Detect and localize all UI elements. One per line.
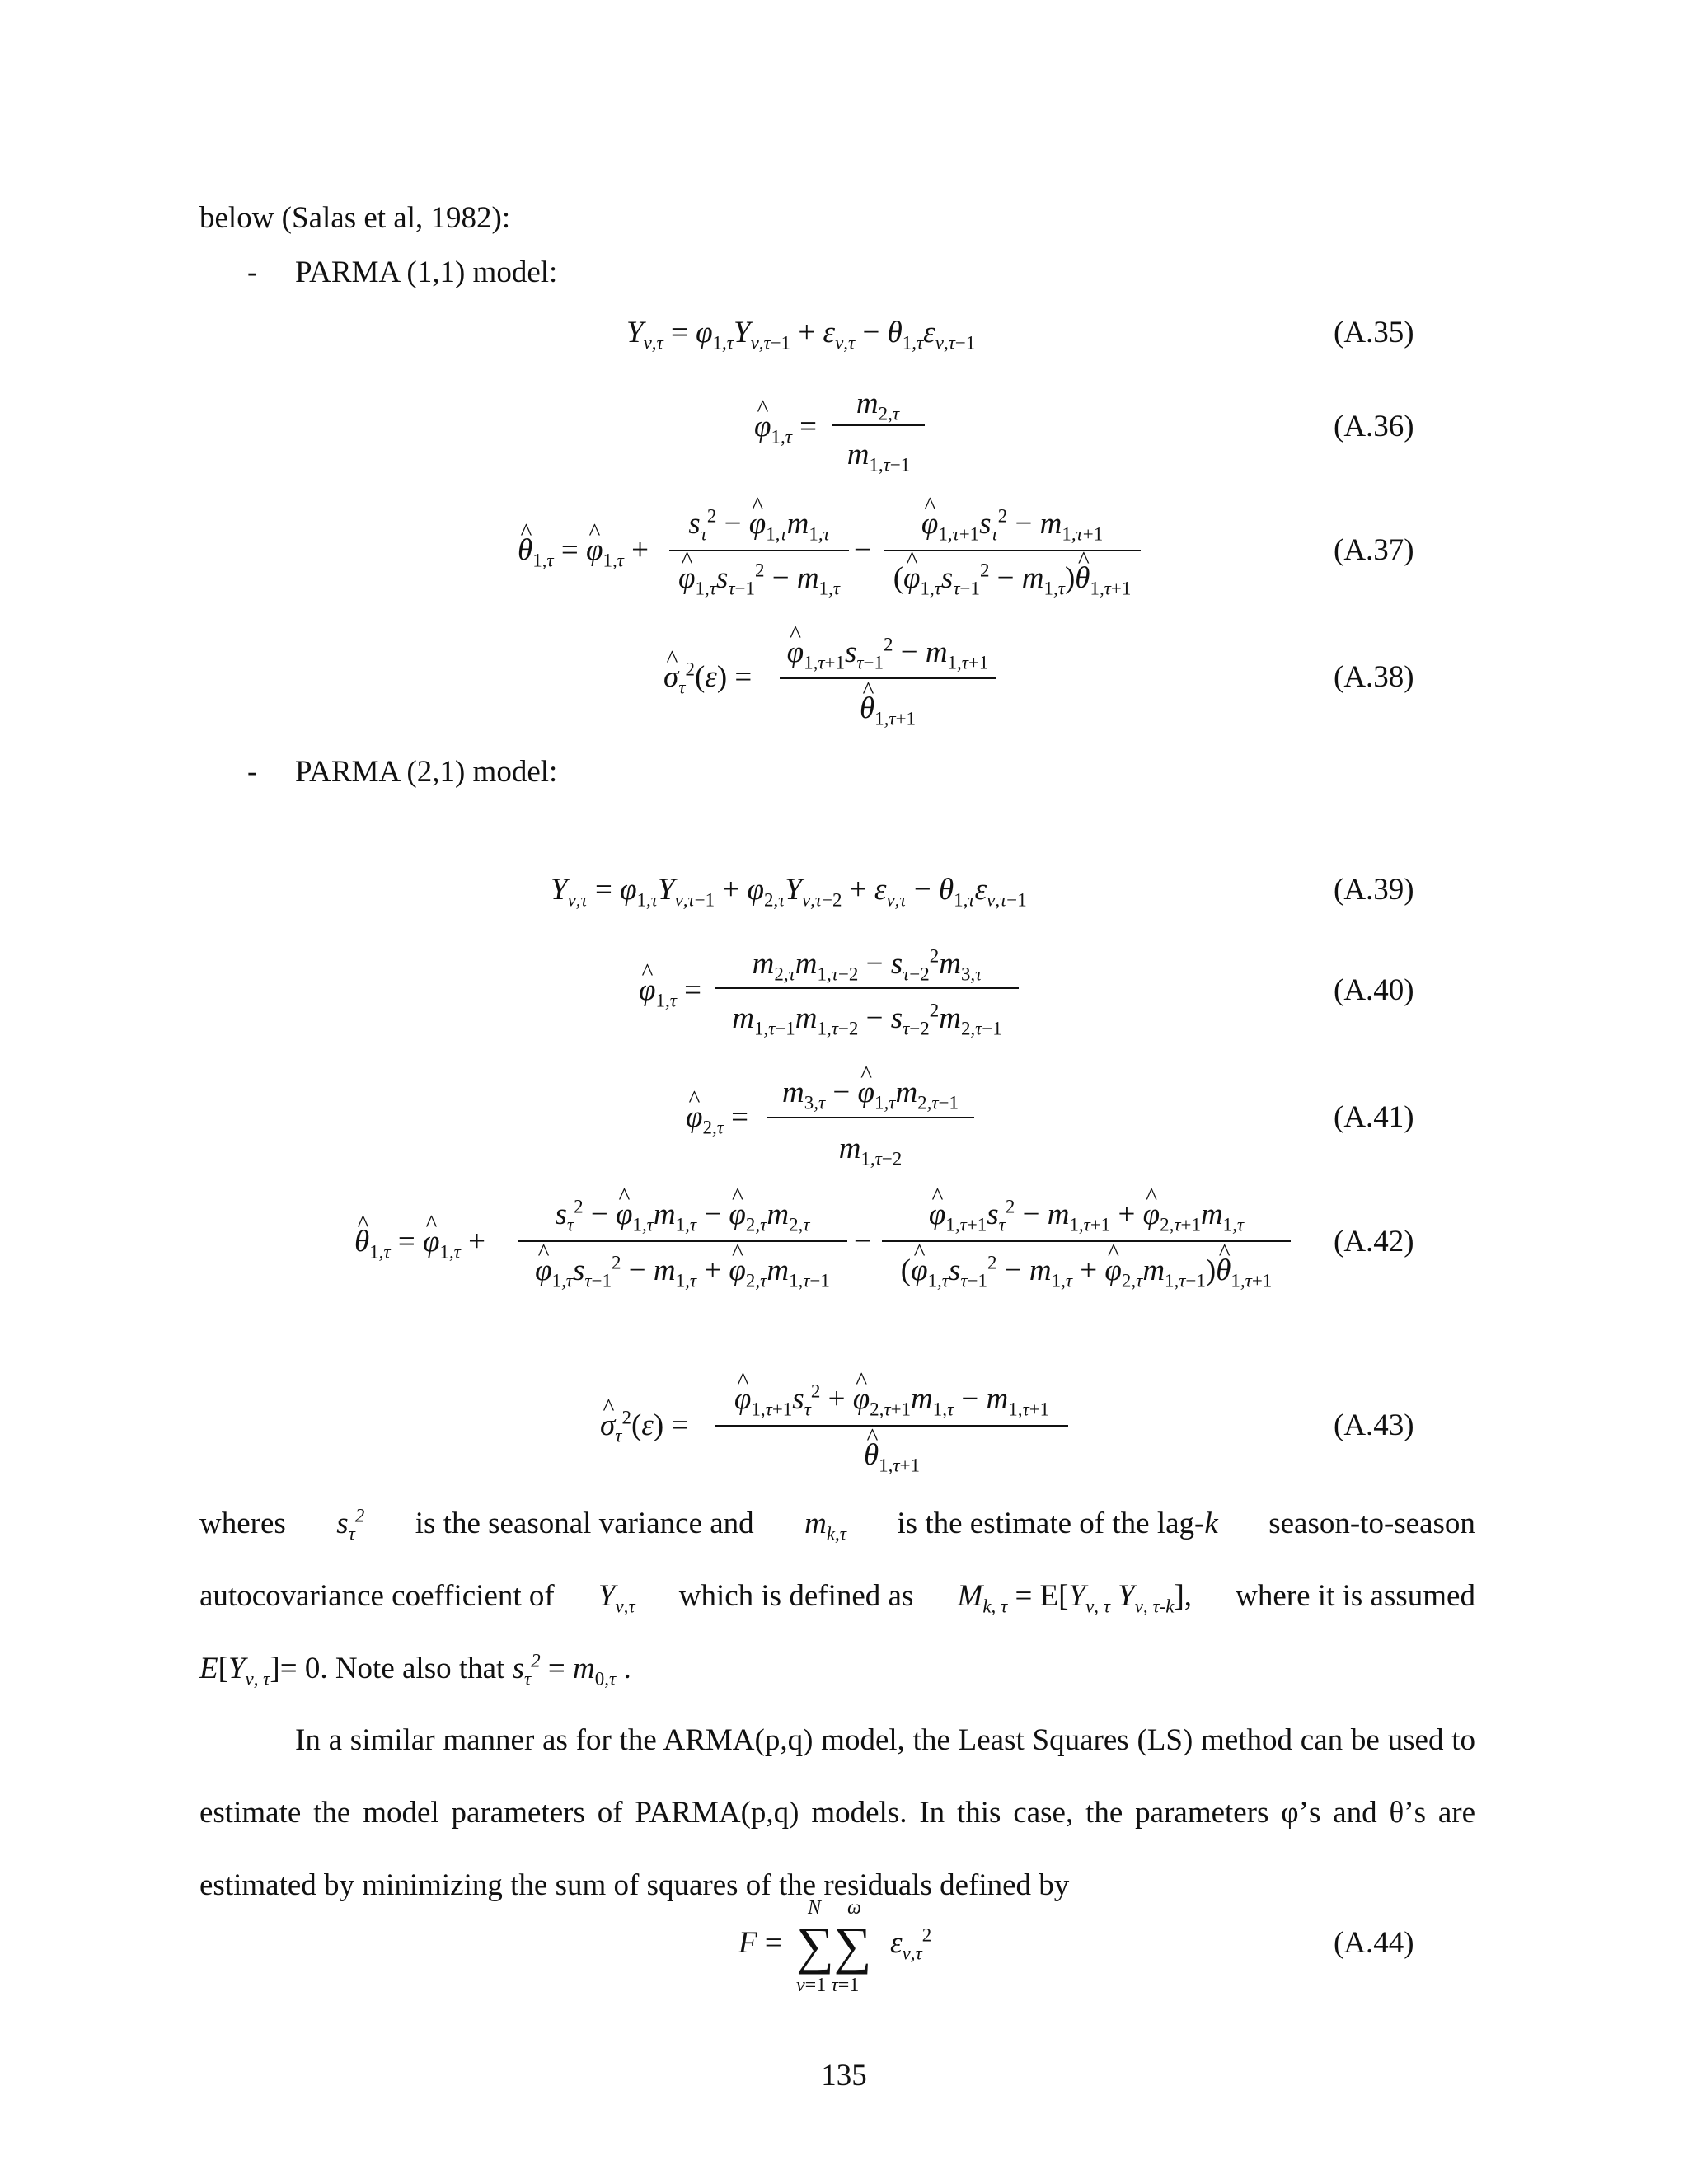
equation-label: (A.35): [1334, 316, 1414, 349]
equation-a41-lhs: ^ $\varphi_{2,\tau}$ =: [686, 1099, 748, 1135]
fraction-bar: [669, 550, 849, 551]
equation-a42-term2-numerator: ^ $\varphi_{1,\tau+1}s_\tau^2 - m_{1,\tau+1}$ + ^ $\varphi_{2,\tau+1}m_{1,\tau}$: [882, 1197, 1291, 1232]
model-heading-parma-1-1: PARMA (1,1) model:: [295, 255, 558, 289]
equation-a39: $Y_{\nu,\tau} = \varphi_{1,\tau}Y_{\nu,\tau-1} + \varphi_{2,\tau}Y_{\nu,\tau-2} + \varepsilon_{\nu,\tau} - \theta_{1,\tau}\varepsilon_{\nu,\tau-1}$: [551, 873, 1027, 911]
bullet-dash: -: [247, 255, 258, 289]
equation-label: (A.40): [1334, 973, 1414, 1007]
equation-a43-numerator: ^ $\varphi_{1,\tau+1}s_\tau^2$ + ^ $\varphi_{2,\tau+1}m_{1,\tau} - m_{1,\tau+1}$: [715, 1381, 1068, 1417]
text: k: [1204, 1507, 1218, 1540]
equation-a43-lhs: ^ $\sigma_\tau^2(\varepsilon)$ =: [600, 1408, 688, 1443]
equation-label: (A.39): [1334, 873, 1414, 907]
inline-math-m-k-tau: $m_{k,\tau}$: [804, 1507, 846, 1544]
minus-sign: −: [854, 533, 871, 567]
equation-label: (A.36): [1334, 410, 1414, 443]
paragraph-ls-method: In a similar manner as for the ARMA(p,q) model, the Least Squares (LS) method can be used to estimate the model parameters of PARMA(p,q) models. In this case, the parameters φ’s and θ’s are estimated by minimizing the sum of squares of the residuals defined by: [199, 1723, 1475, 1902]
fraction-bar: [715, 987, 1019, 989]
text: is the estimate of the lag-: [897, 1507, 1205, 1540]
equation-a40-lhs: ^ $\varphi_{1,\tau}$ =: [639, 972, 701, 1008]
page-number: 135: [821, 2059, 867, 2093]
paragraph-line-1: [199, 1505, 1475, 1544]
text: is the seasonal variance and: [415, 1507, 754, 1540]
fraction-bar: [832, 424, 925, 426]
equation-label: (A.37): [1334, 533, 1414, 567]
inline-math-m-definition: $M_{k, \tau} = E[Y_{\nu, \tau}$ $Y_{\nu, \tau-k}$],: [957, 1579, 1193, 1617]
text: where it is assumed: [1236, 1579, 1475, 1613]
inline-math-s-equals-m0: $s_\tau^2 = m_{0,\tau}$: [512, 1650, 617, 1690]
inline-math-y-nu-tau: $Y_{\nu,\tau}$: [598, 1579, 635, 1617]
equation-a44-double-sum: N ω ∑∑ ν=1 τ=1 $\varepsilon_{\nu,\tau}^2$: [796, 1897, 932, 1996]
equation-a40-numerator: $m_{2,\tau}m_{1,\tau-2} - s_{\tau-2}^2m_{3,\tau}$: [752, 945, 982, 985]
equation-a38-numerator: ^ $\varphi_{1,\tau+1}s_{\tau-1}^2 - m_{1,\tau+1}$: [780, 635, 996, 670]
equation-a42-term1-numerator: $s_\tau^2$ − ^ $\varphi_{1,\tau}m_{1,\tau}$ − ^ $\varphi_{2,\tau}m_{2,\tau}$: [518, 1197, 847, 1232]
fraction-bar: [780, 677, 996, 679]
inline-math-expectation: $E[Y_{\nu, \tau}]$: [199, 1652, 280, 1690]
text: autocovariance coefficient of: [199, 1579, 555, 1613]
text: = 0. Note also that: [279, 1652, 505, 1685]
intro-text: below (Salas et al, 1982):: [199, 201, 511, 235]
equation-a38-lhs: ^ $\sigma_\tau^2(\varepsilon)$ =: [663, 659, 752, 695]
equation-a37-term1-numerator: $s_\tau^2$ − ^ $\varphi_{1,\tau}m_{1,\tau}$: [669, 506, 849, 541]
equation-a37-lhs: ^ $\theta_{1,\tau}$ = ^ $\varphi_{1,\tau}$ +: [518, 532, 649, 568]
equation-a35: $Y_{\nu,\tau} = \varphi_{1,\tau}Y_{\nu,\tau-1} + \varepsilon_{\nu,\tau} - \theta_{1,\tau}\varepsilon_{\nu,\tau-1}$: [626, 316, 976, 354]
equation-a44-lhs: F =: [738, 1926, 782, 1960]
bullet-dash: -: [247, 755, 258, 789]
equation-label: (A.41): [1334, 1100, 1414, 1134]
text: which is defined as: [678, 1579, 914, 1613]
equation-a37-term1-denominator: ^ $\varphi_{1,\tau}s_{\tau-1}^2 - m_{1,\tau}$: [669, 560, 849, 596]
minus-sign: −: [854, 1225, 871, 1258]
equation-a41-denominator: $m_{1,\tau-2}$: [838, 1132, 903, 1169]
paragraph-line-3: $E[Y_{\nu, \tau}]= 0$. Note also that $s_\tau^2 = m_{0,\tau}$ .: [199, 1650, 631, 1690]
paragraph-line-2: [199, 1579, 1475, 1617]
equation-a36-denominator: $m_{1,\tau-1}$: [846, 438, 911, 476]
equation-a37-term2-denominator: (^ $\varphi_{1,\tau}s_{\tau-1}^2$ − $m_{1,\tau})\^{}$ $\theta_{1,\tau+1}$: [884, 560, 1141, 596]
fraction-bar: [767, 1117, 974, 1118]
equation-label: (A.42): [1334, 1225, 1414, 1258]
text: [897, 1508, 1217, 1539]
fraction-bar: [518, 1240, 847, 1242]
fraction-bar: [884, 550, 1141, 551]
equation-label: (A.38): [1334, 660, 1414, 694]
equation-a41-numerator: $m_{3,\tau}$ − ^ $\varphi_{1,\tau}m_{2,\tau-1}$: [767, 1075, 974, 1110]
equation-a40-denominator: $m_{1,\tau-1}m_{1,\tau-2} - s_{\tau-2}^2m_{2,\tau-1}$: [732, 1000, 1002, 1039]
equation-a43-denominator: ^ $\theta_{1,\tau+1}$: [715, 1437, 1068, 1473]
equation-label: (A.44): [1334, 1926, 1414, 1960]
equation-a42-lhs: ^ $\theta_{1,\tau}$ = ^ $\varphi_{1,\tau}$ +: [354, 1224, 485, 1259]
equation-a42-term2-denominator: (^ $\varphi_{1,\tau}s_{\tau-1}^2 - m_{1,\tau}$ + ^ $\varphi_{2,\tau}m_{1,\tau-1})\^{}$ $\theta_{1,\tau+1}$: [882, 1253, 1291, 1288]
model-heading-parma-2-1: PARMA (2,1) model:: [295, 755, 558, 789]
equation-a36-lhs: ^ $\varphi_{1,\tau}$ =: [754, 409, 817, 444]
fraction-bar: [715, 1425, 1068, 1427]
text: season-to-season: [1268, 1507, 1475, 1540]
equation-a37-term2-numerator: ^ $\varphi_{1,\tau+1}s_\tau^2 - m_{1,\tau+1}$: [884, 506, 1141, 541]
equation-a38-denominator: ^ $\theta_{1,\tau+1}$: [780, 691, 996, 726]
text: wheres: [199, 1507, 286, 1540]
inline-math-s-tau-squared: $s_\tau^2$: [336, 1505, 365, 1544]
equation-label: (A.43): [1334, 1408, 1414, 1442]
equation-a36-numerator: $m_{2,\tau}$: [856, 387, 900, 424]
equation-a42-term1-denominator: ^ $\varphi_{1,\tau}s_{\tau-1}^2 - m_{1,\tau}$ + ^ $\varphi_{2,\tau}m_{1,\tau-1}$: [518, 1253, 847, 1288]
